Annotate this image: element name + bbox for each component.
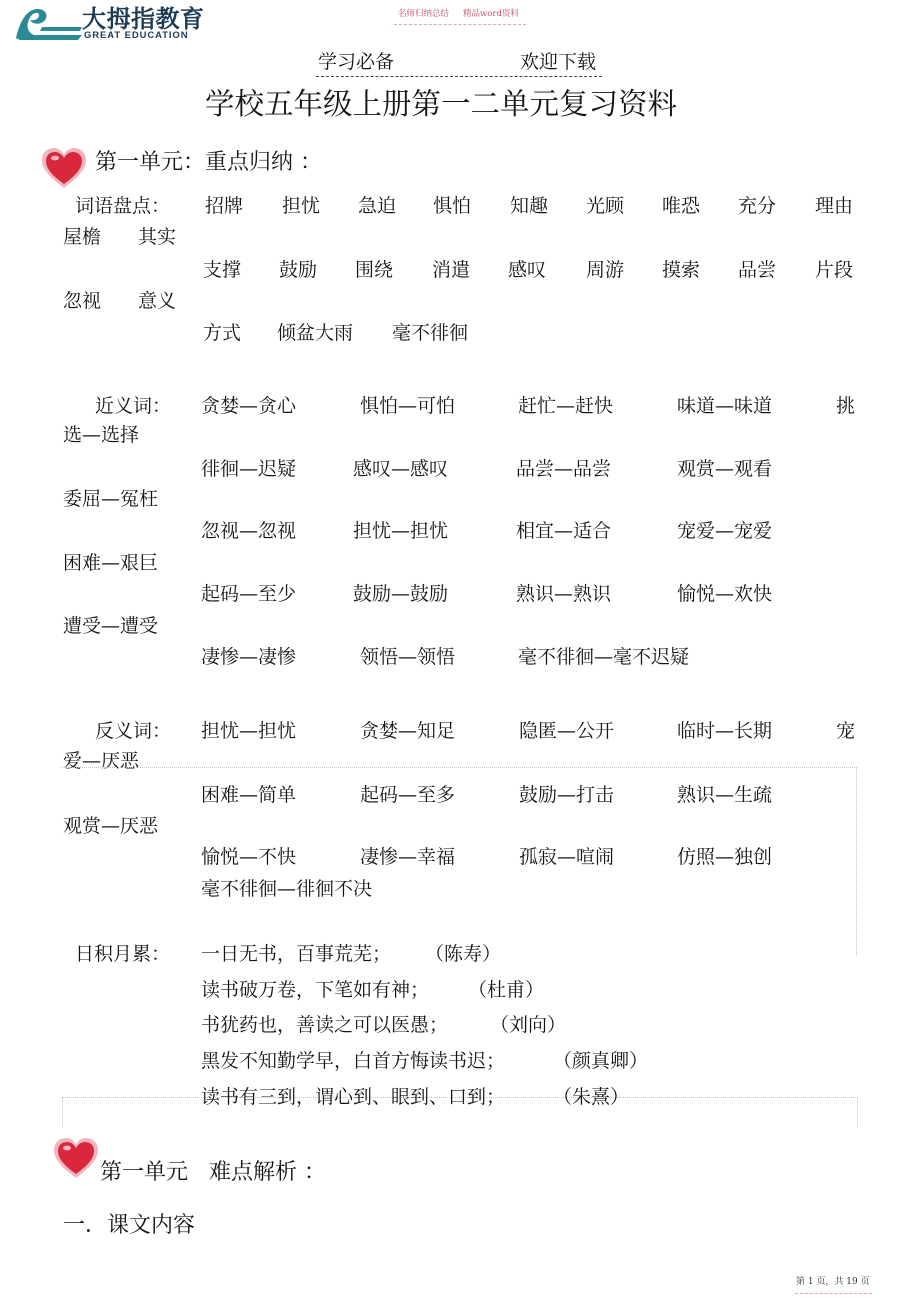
top-note-left: 名师归纳总结 (398, 9, 450, 19)
synonym-pair: 委屈—冤枉 (63, 488, 159, 510)
synonym-pair: 赶忙—赶快 (518, 395, 614, 417)
vocab-word: 惧怕 (433, 195, 472, 217)
logo-stripe (40, 27, 82, 31)
dotted-frame-upper (62, 767, 857, 955)
page-title: 学校五年级上册第一二单元复习资料 (205, 87, 678, 121)
logo-name-cn: 大拇指教育 (82, 6, 205, 33)
antonym-pair: 凄惨—幸福 (360, 846, 456, 868)
top-note-underline (394, 24, 526, 25)
vocab-word: 方式 (203, 322, 242, 344)
antonym-pair: 隐匿—公开 (519, 720, 615, 742)
synonym-pair: 起码—至少 (201, 583, 297, 605)
synonym-pair: 熟识—熟识 (516, 583, 612, 605)
synonyms-label: 近义词： (95, 395, 172, 417)
antonym-pair: 毫不徘徊—徘徊不决 (201, 878, 373, 900)
heart-icon (52, 1136, 100, 1180)
vocab-word: 片段 (815, 259, 854, 281)
quote-text: 书犹药也，善读之可以医愚； (201, 1014, 449, 1036)
synonym-pair: 观赏—观看 (677, 458, 773, 480)
synonym-pair: 相宜—适合 (516, 520, 612, 542)
antonym-pair: 愉悦—不快 (201, 846, 297, 868)
antonym-pair: 起码—至多 (360, 784, 456, 806)
synonym-pair: 困难—艰巨 (63, 552, 159, 574)
quote-author: （颜真卿） (553, 1050, 649, 1072)
synonym-pair: 感叹—感叹 (353, 458, 449, 480)
antonym-pair: 担忧—担忧 (201, 720, 297, 742)
vocab-word: 唯恐 (662, 195, 701, 217)
vocab-word: 周游 (586, 259, 625, 281)
quote-author: （陈寿） (425, 943, 502, 965)
antonym-pair: 观赏—厌恶 (63, 815, 159, 837)
antonym-pair: 孤寂—喧闹 (519, 846, 615, 868)
swan-logo-icon (12, 4, 84, 42)
subsection-heading: 一．课文内容 (63, 1213, 196, 1238)
vocab-word: 意义 (138, 290, 177, 312)
antonym-pair-fragment: 爱—厌恶 (63, 750, 140, 772)
vocab-word: 知趣 (510, 195, 549, 217)
synonym-pair: 凄惨—凄惨 (201, 646, 297, 668)
vocab-word: 急迫 (358, 195, 397, 217)
quote-text: 读书破万卷，下笔如有神； (201, 979, 430, 1001)
synonym-pair: 品尝—品尝 (516, 458, 612, 480)
antonym-pair: 贪婪—知足 (360, 720, 456, 742)
top-note-right: 精品word资料 (463, 9, 519, 19)
antonym-pair: 熟识—生疏 (677, 784, 773, 806)
vocab-word: 其实 (138, 226, 177, 248)
section-heading-key-points: 第一单元：重点归纳 ： (95, 150, 322, 175)
synonym-pair: 遭受—遭受 (63, 615, 159, 637)
vocab-word: 支撑 (203, 259, 242, 281)
footer-underline (795, 1293, 872, 1294)
vocab-word: 招牌 (205, 195, 244, 217)
vocab-word: 摸索 (662, 259, 701, 281)
synonym-pair: 味道—味道 (677, 395, 773, 417)
vocab-word: 充分 (738, 195, 777, 217)
antonym-pair: 仿照—独创 (677, 846, 773, 868)
vocab-word: 消遣 (432, 259, 471, 281)
quote-author: （杜甫） (468, 979, 545, 1001)
synonym-pair: 宠爱—宠爱 (677, 520, 773, 542)
logo-name-en: GREAT EDUCATION (84, 30, 189, 41)
heart-icon (40, 146, 88, 190)
vocab-word: 毫不徘徊 (392, 322, 469, 344)
synonym-pair: 惧怕—可怕 (360, 395, 456, 417)
antonym-pair: 临时—长期 (677, 720, 773, 742)
synonym-pair-fragment: 选—选择 (63, 424, 140, 446)
accumulation-label: 日积月累： (75, 943, 171, 965)
vocab-word: 围绕 (355, 259, 394, 281)
vocab-word: 鼓励 (279, 259, 318, 281)
antonyms-label: 反义词： (95, 720, 172, 742)
synonym-pair: 忽视—忽视 (201, 520, 297, 542)
quote-text: 一日无书，百事荒芜； (201, 943, 392, 965)
banner-right: 欢迎下载 (520, 51, 597, 73)
synonym-pair: 愉悦—欢快 (677, 583, 773, 605)
synonym-pair-fragment: 挑 (836, 395, 856, 417)
logo-swoosh (16, 9, 82, 40)
vocab-word: 感叹 (508, 259, 547, 281)
banner-left: 学习必备 (318, 51, 395, 73)
section-heading-difficulties: 第一单元 难点解析 ： (100, 1160, 326, 1185)
vocab-word: 担忧 (282, 195, 321, 217)
page-counter: 第 1 页，共 19 页 (796, 1277, 870, 1287)
banner-underline (316, 76, 602, 77)
quote-text: 读书有三到，谓心到、眼到、口到； (201, 1086, 506, 1108)
vocab-word: 理由 (815, 195, 854, 217)
synonym-pair: 徘徊—迟疑 (201, 458, 297, 480)
vocab-label: 词语盘点： (75, 195, 171, 217)
vocab-word: 光顾 (586, 195, 625, 217)
synonym-pair: 担忧—担忧 (353, 520, 449, 542)
quote-text: 黑发不知勤学早，白首方悔读书迟； (201, 1050, 506, 1072)
quote-author: （刘向） (490, 1014, 567, 1036)
antonym-pair: 困难—简单 (201, 784, 297, 806)
antonym-pair-fragment: 宠 (836, 720, 856, 742)
vocab-word: 品尝 (738, 259, 777, 281)
vocab-word: 忽视 (63, 290, 102, 312)
synonym-pair: 鼓励—鼓励 (353, 583, 449, 605)
synonym-pair: 贪婪—贪心 (201, 395, 297, 417)
vocab-word: 倾盆大雨 (277, 322, 354, 344)
vocab-word: 屋檐 (63, 226, 102, 248)
antonym-pair: 鼓励—打击 (519, 784, 615, 806)
quote-author: （朱熹） (553, 1086, 630, 1108)
synonym-pair: 毫不徘徊—毫不迟疑 (518, 646, 690, 668)
synonym-pair: 领悟—领悟 (360, 646, 456, 668)
